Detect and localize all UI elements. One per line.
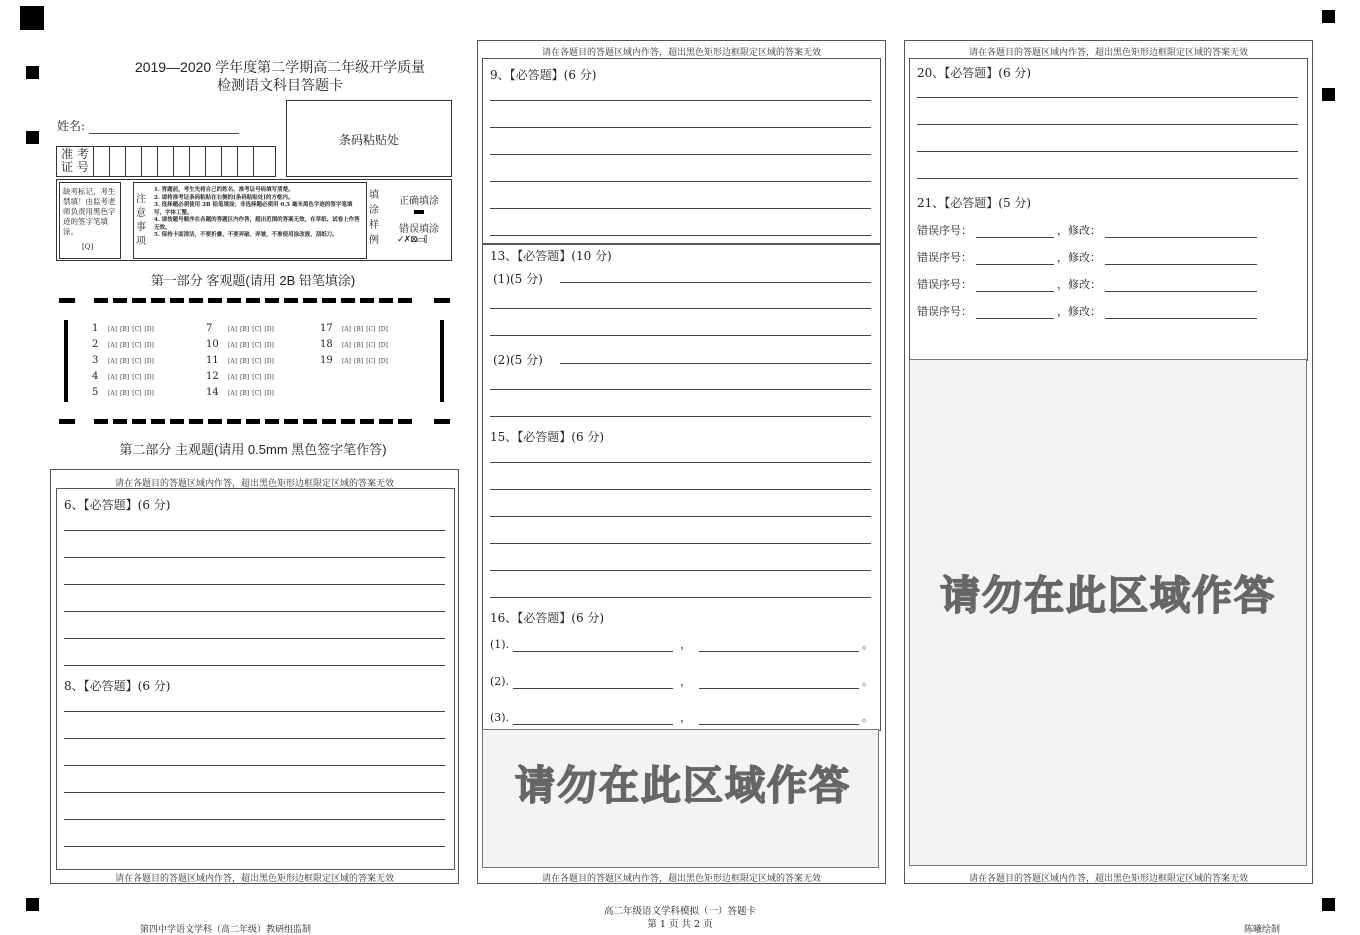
option-b[interactable]: [B] (120, 390, 130, 397)
option-c[interactable]: [C] (132, 390, 142, 397)
card-title (100, 58, 460, 94)
fill-blank[interactable] (976, 227, 1054, 238)
absent-mark-box[interactable] (59, 182, 121, 259)
answer-line[interactable] (490, 100, 871, 101)
id-cell[interactable] (158, 147, 174, 176)
page-indicator: 第 1 页 共 2 页 (647, 919, 713, 930)
option-d[interactable]: [D] (378, 358, 388, 365)
answer-line[interactable] (917, 178, 1298, 179)
panel-notice: 请在各题目的答题区域内作答，超出黑色矩形边框限定区域的答案无效 (968, 874, 1248, 884)
id-cell[interactable] (206, 147, 222, 176)
answer-line[interactable] (917, 124, 1298, 125)
footer-left: 第四中学语文学科（高二年级）教研组监制 (140, 925, 312, 935)
answer-line[interactable] (490, 516, 871, 517)
answer-line[interactable] (64, 584, 445, 585)
option-d[interactable]: [D] (264, 342, 274, 349)
row-label: (3). (490, 711, 510, 724)
timing-bar-bottom (59, 419, 75, 424)
answer-line[interactable] (64, 711, 445, 712)
fill-blank[interactable] (513, 641, 673, 652)
row-period: 。 (862, 711, 874, 724)
mc-question[interactable] (320, 339, 391, 350)
correct-fill-label: 正确填涂 (399, 196, 439, 207)
question-13-title: 13、【必答题】(10 分) (490, 249, 612, 263)
option-a[interactable]: [A] (108, 342, 118, 349)
answer-line[interactable] (560, 282, 871, 283)
section1-title: 第一部分 客观题(请用 2B 铅笔填涂) (150, 273, 356, 288)
mc-question[interactable] (206, 371, 277, 382)
timing-bar-bottom (434, 419, 450, 424)
registration-mark (26, 131, 39, 144)
no-answer-text: 请勿在此区域作答 (515, 764, 851, 808)
instruction-box (56, 179, 452, 261)
registration-mark (26, 66, 39, 79)
answer-line[interactable] (64, 638, 445, 639)
answer-line[interactable] (490, 543, 871, 544)
id-cell[interactable] (126, 147, 142, 176)
no-answer-zone (482, 729, 879, 868)
note-item: 4. 请按题号顺序在各题的答题区内作答，超出范围的答案无效，在草纸、试卷上作答无效。 (154, 217, 360, 231)
question-16-row[interactable] (490, 709, 873, 725)
fill-blank[interactable] (1105, 281, 1257, 292)
row-label: (2). (490, 675, 510, 688)
mc-question[interactable] (92, 371, 157, 382)
footer-right: 陈曦绘制 (1244, 925, 1281, 935)
mc-question[interactable] (206, 323, 277, 334)
note-item: 5. 保持卡面清洁，不要折叠、不要弄破、弄皱，不准使用涂改液、刮纸刀。 (154, 232, 338, 238)
wrong-fill-samples: ✓✗⊠▭⫿ (397, 235, 427, 245)
answer-line[interactable] (490, 208, 871, 209)
correct-fill-sample (414, 210, 424, 214)
answer-line[interactable] (64, 846, 445, 847)
sample-label: 填涂样例 (369, 190, 379, 246)
option-a[interactable]: [A] (108, 374, 118, 381)
panel-notice: 请在各题目的答题区域内作答，超出黑色矩形边框限定区域的答案无效 (114, 479, 394, 489)
answer-line[interactable] (64, 665, 445, 666)
section2-title: 第二部分 主观题(请用 0.5mm 黑色签字笔作答) (119, 442, 387, 457)
option-b[interactable]: [B] (240, 326, 250, 333)
name-underline (89, 123, 239, 134)
answer-line[interactable] (490, 181, 871, 182)
option-c[interactable]: [C] (366, 342, 376, 349)
option-c[interactable]: [C] (366, 326, 376, 333)
mc-question[interactable] (320, 355, 391, 366)
answer-line[interactable] (560, 363, 871, 364)
error-label: 错误序号： (917, 251, 972, 264)
option-d[interactable]: [D] (144, 374, 154, 381)
panel-notice: 请在各题目的答题区域内作答，超出黑色矩形边框限定区域的答案无效 (968, 48, 1248, 58)
registration-mark (1322, 88, 1335, 101)
option-b[interactable]: [B] (240, 342, 250, 349)
question-16-title: 16、【必答题】(6 分) (490, 611, 605, 625)
answer-line[interactable] (64, 819, 445, 820)
option-a[interactable]: [A] (228, 342, 238, 349)
option-a[interactable]: [A] (342, 326, 352, 333)
mc-number: 19 (320, 355, 333, 366)
option-d[interactable]: [D] (378, 342, 388, 349)
question-16-row[interactable] (490, 673, 873, 689)
option-b[interactable]: [B] (354, 326, 364, 333)
mc-number: 7 (206, 323, 213, 334)
wrong-fill-label: 错误填涂 (399, 224, 439, 235)
registration-mark (26, 898, 39, 911)
exam-id-grid[interactable] (56, 146, 276, 177)
card-title-line1: 2019—2020 学年度第二学期高二年级开学质量 (134, 59, 426, 75)
registration-mark (1322, 898, 1335, 911)
id-cell[interactable] (190, 147, 206, 176)
mc-number: 14 (206, 387, 219, 398)
option-d[interactable]: [D] (264, 390, 274, 397)
timing-bar-top (59, 298, 75, 303)
timing-bar-top (434, 298, 450, 303)
question-8-title: 8、【必答题】(6 分) (64, 679, 171, 693)
fix-label: ，修改： (1057, 305, 1101, 318)
fill-blank[interactable] (976, 254, 1054, 265)
fill-blank[interactable] (699, 641, 859, 652)
fix-label: ，修改： (1057, 224, 1101, 237)
absent-box[interactable]: [Q] (82, 243, 94, 251)
mc-question[interactable] (92, 323, 157, 334)
fill-blank[interactable] (513, 678, 673, 689)
option-c[interactable]: [C] (252, 374, 262, 381)
option-a[interactable]: [A] (228, 374, 238, 381)
id-cell[interactable] (142, 147, 158, 176)
mc-question[interactable] (320, 323, 391, 334)
question-6-title: 6、【必答题】(6 分) (64, 498, 171, 512)
exam-id-label-2: 证 号 (61, 160, 89, 174)
answer-line[interactable] (490, 416, 871, 417)
answer-area-q13-q16[interactable] (482, 243, 881, 731)
name-field[interactable] (57, 117, 239, 134)
row-period: 。 (862, 675, 874, 688)
fill-blank[interactable] (1105, 227, 1257, 238)
error-label: 错误序号： (917, 305, 972, 318)
mc-number: 11 (206, 355, 219, 366)
card-title-line2: 检测语文科目答题卡 (217, 77, 343, 93)
option-d[interactable]: [D] (144, 390, 154, 397)
row-comma: ， (680, 711, 692, 724)
option-a[interactable]: [A] (228, 390, 238, 397)
question-15-title: 15、【必答题】(6 分) (490, 430, 605, 444)
id-cell[interactable] (110, 147, 126, 176)
note-item: 1. 答题前，考生先将自己的姓名、准考证号码填写清楚。 (154, 187, 294, 193)
fill-blank[interactable] (1105, 254, 1257, 265)
option-c[interactable]: [C] (132, 358, 142, 365)
name-label: 姓名: (57, 119, 86, 133)
notes-list (154, 187, 362, 240)
row-comma: ， (680, 638, 692, 651)
note-item: 2. 请将准考证条码粘贴在右侧的[条码粘贴处]的方框内。 (154, 194, 294, 201)
footer-title: 高二年级语文学科模拟（一）答题卡 (603, 906, 756, 917)
answer-area-q9[interactable] (482, 58, 881, 245)
answer-line[interactable] (490, 335, 871, 336)
option-b[interactable]: [B] (120, 358, 130, 365)
option-d[interactable]: [D] (144, 342, 154, 349)
timing-bar-left (64, 320, 68, 402)
option-c[interactable]: [C] (252, 358, 262, 365)
option-b[interactable]: [B] (240, 358, 250, 365)
option-d[interactable]: [D] (378, 326, 388, 333)
answer-line[interactable] (64, 611, 445, 612)
fill-blank[interactable] (699, 714, 859, 725)
question-20-title: 20、【必答题】(6 分) (917, 66, 1032, 80)
option-b[interactable]: [B] (120, 326, 130, 333)
question-16-row[interactable] (490, 636, 873, 652)
panel-notice: 请在各题目的答题区域内作答，超出黑色矩形边框限定区域的答案无效 (541, 874, 821, 884)
answer-line[interactable] (917, 151, 1298, 152)
option-d[interactable]: [D] (144, 326, 154, 333)
row-comma: ， (680, 675, 692, 688)
mc-question[interactable] (206, 387, 277, 398)
mc-question[interactable] (206, 355, 277, 366)
id-cell[interactable] (254, 147, 269, 176)
answer-line[interactable] (64, 557, 445, 558)
timing-bar-top (94, 298, 414, 303)
question-13-1-label: (1)(5 分) (493, 272, 543, 286)
answer-line[interactable] (490, 154, 871, 155)
answer-line[interactable] (64, 792, 445, 793)
mc-number: 2 (92, 339, 99, 350)
row-period: 。 (862, 638, 874, 651)
option-a[interactable]: [A] (342, 342, 352, 349)
question-21-row[interactable] (917, 303, 1257, 319)
barcode-area (286, 100, 452, 177)
option-d[interactable]: [D] (144, 358, 154, 365)
answer-line[interactable] (490, 389, 871, 390)
question-21-row[interactable] (917, 276, 1257, 292)
question-21-title: 21、【必答题】(5 分) (917, 196, 1032, 210)
mc-number: 17 (320, 323, 333, 334)
option-a[interactable]: [A] (108, 326, 118, 333)
answer-line[interactable] (64, 738, 445, 739)
timing-bar-bottom (94, 419, 414, 424)
id-cell[interactable] (238, 147, 254, 176)
fill-blank[interactable] (513, 714, 673, 725)
fill-blank[interactable] (976, 308, 1054, 319)
exam-id-label (57, 147, 94, 176)
answer-line[interactable] (490, 462, 871, 463)
registration-mark (1322, 10, 1335, 23)
fill-blank[interactable] (699, 678, 859, 689)
answer-line[interactable] (917, 97, 1298, 98)
question-21-row[interactable] (917, 249, 1257, 265)
option-c[interactable]: [C] (252, 342, 262, 349)
option-c[interactable]: [C] (132, 342, 142, 349)
fill-blank[interactable] (976, 281, 1054, 292)
mc-question[interactable] (206, 339, 277, 350)
answer-line[interactable] (490, 489, 871, 490)
answer-line[interactable] (490, 235, 871, 236)
answer-line[interactable] (64, 530, 445, 531)
notes-label: 注意事项 (136, 194, 146, 247)
fix-label: ，修改： (1057, 251, 1101, 264)
option-b[interactable]: [B] (354, 358, 364, 365)
option-a[interactable]: [A] (342, 358, 352, 365)
barcode-label: 条码粘贴处 (338, 133, 399, 147)
option-c[interactable]: [C] (252, 326, 262, 333)
panel-notice: 请在各题目的答题区域内作答，超出黑色矩形边框限定区域的答案无效 (541, 48, 821, 58)
mc-number: 18 (320, 339, 333, 350)
row-label: (1). (490, 638, 510, 651)
question-21-row[interactable] (917, 222, 1257, 238)
option-b[interactable]: [B] (120, 342, 130, 349)
option-b[interactable]: [B] (240, 374, 250, 381)
option-d[interactable]: [D] (264, 358, 274, 365)
mc-question[interactable] (92, 387, 157, 398)
id-cell[interactable] (94, 147, 110, 176)
question-9-title: 9、【必答题】(6 分) (490, 68, 597, 82)
answer-line[interactable] (490, 570, 871, 571)
mc-number: 3 (92, 355, 99, 366)
notes-box (133, 182, 367, 259)
registration-mark (20, 6, 44, 30)
mc-number: 1 (92, 323, 99, 334)
option-c[interactable]: [C] (132, 326, 142, 333)
option-d[interactable]: [D] (264, 326, 274, 333)
absent-text: 缺考标记，考生禁填！由监考老师负责用黑色字迹的签字笔填涂。 (63, 187, 116, 236)
fix-label: ，修改： (1057, 278, 1101, 291)
error-label: 错误序号： (917, 224, 972, 237)
option-a[interactable]: [A] (108, 390, 118, 397)
mc-question[interactable] (92, 355, 157, 366)
answer-line[interactable] (490, 308, 871, 309)
id-cell[interactable] (174, 147, 190, 176)
mc-question[interactable] (92, 339, 157, 350)
exam-id-label-1: 准 考 (61, 147, 89, 161)
mc-number: 4 (92, 371, 99, 382)
error-label: 错误序号： (917, 278, 972, 291)
option-c[interactable]: [C] (366, 358, 376, 365)
option-c[interactable]: [C] (132, 374, 142, 381)
mc-number: 12 (206, 371, 219, 382)
answer-line[interactable] (490, 597, 871, 598)
id-cell[interactable] (222, 147, 238, 176)
mc-number: 10 (206, 339, 219, 350)
note-item: 3. 选择题必须使用 2B 铅笔填涂；非选择题必须用 0.5 毫米黑色字迹的签字笔填写，字体工整。 (154, 202, 353, 216)
question-13-2-label: (2)(5 分) (493, 353, 543, 367)
option-b[interactable]: [B] (120, 374, 130, 381)
answer-line[interactable] (490, 127, 871, 128)
panel-notice: 请在各题目的答题区域内作答，超出黑色矩形边框限定区域的答案无效 (114, 874, 394, 884)
mc-number: 5 (92, 387, 99, 398)
no-answer-zone (909, 359, 1307, 866)
option-c[interactable]: [C] (252, 390, 262, 397)
option-b[interactable]: [B] (354, 342, 364, 349)
no-answer-text: 请勿在此区域作答 (940, 574, 1276, 618)
option-a[interactable]: [A] (228, 326, 238, 333)
fill-blank[interactable] (1105, 308, 1257, 319)
option-a[interactable]: [A] (228, 358, 238, 365)
option-b[interactable]: [B] (240, 390, 250, 397)
option-a[interactable]: [A] (108, 358, 118, 365)
option-d[interactable]: [D] (264, 374, 274, 381)
footer-center (480, 905, 880, 931)
timing-bar-right (440, 320, 444, 402)
answer-line[interactable] (64, 765, 445, 766)
